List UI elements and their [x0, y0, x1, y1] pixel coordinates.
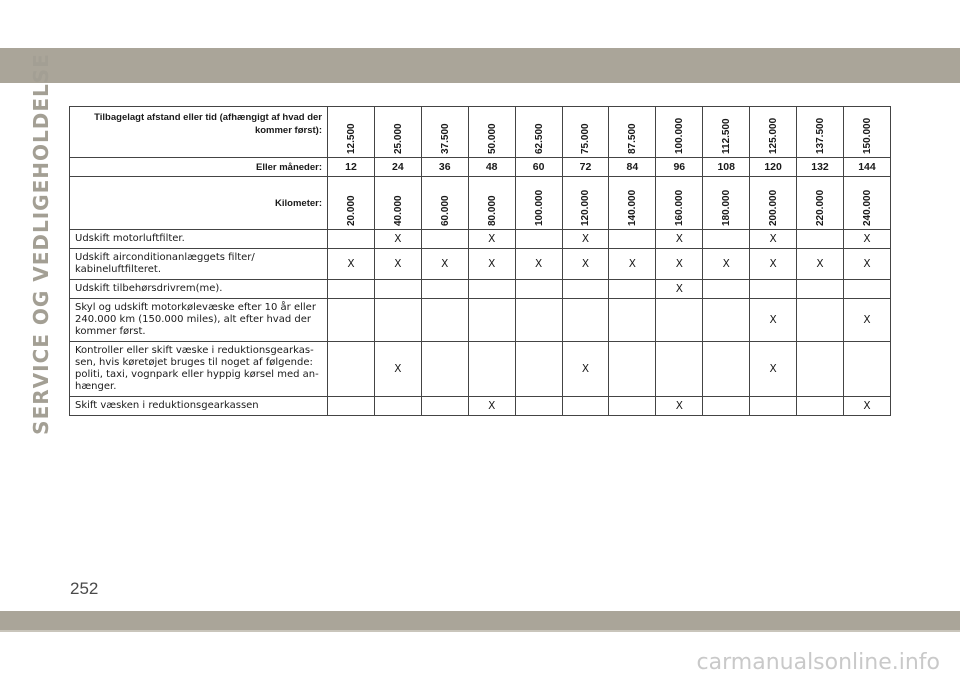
months-value: 72: [562, 158, 609, 177]
schedule-mark: [703, 230, 750, 249]
schedule-mark: [328, 230, 375, 249]
schedule-mark: [609, 299, 656, 342]
page-number: 252: [70, 579, 99, 598]
bottom-band: [0, 611, 960, 630]
distance-value: 37.500: [439, 123, 451, 154]
distance-value: 150.000: [861, 117, 873, 154]
schedule-mark: [468, 299, 515, 342]
schedule-mark: X: [843, 249, 890, 280]
top-band: [0, 48, 960, 83]
schedule-mark: [703, 397, 750, 416]
km-value-cell: [328, 177, 375, 230]
schedule-mark: [562, 397, 609, 416]
schedule-mark: X: [562, 249, 609, 280]
schedule-mark: X: [656, 397, 703, 416]
schedule-mark: [328, 280, 375, 299]
schedule-mark: [515, 230, 562, 249]
schedule-mark: X: [703, 249, 750, 280]
schedule-mark: X: [328, 249, 375, 280]
schedule-mark: [562, 299, 609, 342]
schedule-mark: X: [843, 299, 890, 342]
distance-value-cell: [703, 107, 750, 158]
schedule-mark: X: [843, 397, 890, 416]
task-description: Udskift tilbehørsdrivrem(me).: [70, 280, 328, 299]
months-value: 84: [609, 158, 656, 177]
distance-value: 50.000: [486, 123, 498, 154]
distance-value-cell: [421, 107, 468, 158]
distance-header-label: Tilbagelagt afstand eller tid (afhængigt af hvad der kommer først):: [70, 107, 328, 158]
schedule-mark: [656, 342, 703, 397]
schedule-mark: [797, 230, 844, 249]
schedule-mark: [797, 280, 844, 299]
schedule-mark: [515, 280, 562, 299]
km-value: 40.000: [392, 195, 404, 226]
side-section-title: [24, 53, 58, 435]
distance-header-row: [70, 107, 891, 158]
table-row: [70, 342, 891, 397]
schedule-mark: [656, 299, 703, 342]
schedule-mark: X: [468, 397, 515, 416]
km-value-cell: [703, 177, 750, 230]
distance-value-cell: [609, 107, 656, 158]
distance-value: 62.500: [533, 123, 545, 154]
schedule-mark: [609, 230, 656, 249]
schedule-mark: X: [468, 249, 515, 280]
distance-value: 125.000: [768, 117, 780, 154]
distance-value: 100.000: [674, 117, 686, 154]
schedule-mark: X: [750, 249, 797, 280]
schedule-mark: [421, 397, 468, 416]
km-value-cell: [515, 177, 562, 230]
km-value: 220.000: [815, 189, 827, 226]
table-row: [70, 230, 891, 249]
months-value: 36: [421, 158, 468, 177]
schedule-mark: X: [374, 342, 421, 397]
km-value: 120.000: [580, 189, 592, 226]
schedule-mark: [797, 397, 844, 416]
months-value: 12: [328, 158, 375, 177]
schedule-mark: X: [421, 249, 468, 280]
months-value: 144: [843, 158, 890, 177]
months-value: 96: [656, 158, 703, 177]
schedule-mark: X: [562, 230, 609, 249]
table-row: [70, 397, 891, 416]
schedule-mark: X: [843, 230, 890, 249]
km-value-cell: [421, 177, 468, 230]
schedule-mark: X: [374, 230, 421, 249]
km-value-cell: [468, 177, 515, 230]
distance-value-cell: [374, 107, 421, 158]
schedule-mark: X: [797, 249, 844, 280]
schedule-mark: [421, 280, 468, 299]
schedule-mark: X: [609, 249, 656, 280]
schedule-mark: [468, 342, 515, 397]
task-description: Skyl og udskift motorkølevæske efter 10 år eller 240.000 km (150.000 miles), alt efter hvad der kommer først.: [70, 299, 328, 342]
km-value-cell: [750, 177, 797, 230]
km-value: 180.000: [721, 189, 733, 226]
km-value: 240.000: [861, 189, 873, 226]
task-description: Skift væsken i reduktionsgearkassen: [70, 397, 328, 416]
schedule-mark: X: [374, 249, 421, 280]
schedule-mark: [703, 299, 750, 342]
distance-value: 87.500: [627, 123, 639, 154]
km-value: 80.000: [486, 195, 498, 226]
distance-value: 137.500: [815, 117, 827, 154]
distance-value-cell: [468, 107, 515, 158]
schedule-mark: [328, 299, 375, 342]
schedule-mark: [609, 342, 656, 397]
km-value: 20.000: [345, 195, 357, 226]
schedule-mark: [374, 280, 421, 299]
task-description: Udskift airconditionanlæggets filter/ kabineluftfilteret.: [70, 249, 328, 280]
schedule-mark: X: [515, 249, 562, 280]
schedule-mark: X: [750, 342, 797, 397]
distance-value-cell: [562, 107, 609, 158]
months-value: 24: [374, 158, 421, 177]
months-value: 60: [515, 158, 562, 177]
schedule-mark: [328, 342, 375, 397]
maintenance-schedule-table: [69, 106, 891, 416]
bottom-rule: [0, 630, 960, 632]
schedule-mark: X: [656, 280, 703, 299]
months-value: 108: [703, 158, 750, 177]
months-header-row: [70, 158, 891, 177]
schedule-mark: [750, 280, 797, 299]
schedule-mark: X: [656, 230, 703, 249]
distance-value: 112.500: [721, 118, 733, 154]
km-value-cell: [797, 177, 844, 230]
schedule-mark: [797, 299, 844, 342]
schedule-mark: [750, 397, 797, 416]
schedule-mark: [609, 280, 656, 299]
distance-value-cell: [656, 107, 703, 158]
distance-value-cell: [750, 107, 797, 158]
km-header-row: [70, 177, 891, 230]
task-description: Kontroller eller skift væske i reduktionsgearkas-sen, hvis køretøjet bruges til noget af følgende: politi, taxi, vognpark eller hyppig kørsel med an-hænger.: [70, 342, 328, 397]
distance-value-cell: [328, 107, 375, 158]
distance-value: 25.000: [392, 123, 404, 154]
schedule-mark: [703, 342, 750, 397]
table-row: [70, 249, 891, 280]
schedule-mark: [843, 280, 890, 299]
km-value-cell: [374, 177, 421, 230]
distance-value-cell: [515, 107, 562, 158]
km-value: 200.000: [768, 189, 780, 226]
table-row: [70, 299, 891, 342]
km-value: 60.000: [439, 195, 451, 226]
km-header-label: Kilometer:: [70, 177, 328, 230]
months-value: 120: [750, 158, 797, 177]
schedule-mark: X: [562, 342, 609, 397]
months-value: 132: [797, 158, 844, 177]
km-value-cell: [609, 177, 656, 230]
km-value-cell: [656, 177, 703, 230]
watermark-text: carmanualsonline.info: [696, 650, 940, 675]
months-value: 48: [468, 158, 515, 177]
months-header-label: Eller måneder:: [70, 158, 328, 177]
distance-value-cell: [797, 107, 844, 158]
schedule-mark: X: [750, 230, 797, 249]
distance-value-cell: [843, 107, 890, 158]
schedule-mark: [609, 397, 656, 416]
km-value-cell: [843, 177, 890, 230]
schedule-mark: [468, 280, 515, 299]
distance-value: 75.000: [580, 123, 592, 154]
table-row: [70, 280, 891, 299]
schedule-mark: [703, 280, 750, 299]
schedule-mark: [421, 230, 468, 249]
km-value: 100.000: [533, 189, 545, 226]
side-section-title-text: SERVICE OG VEDLIGEHOLDELSE: [29, 53, 54, 435]
schedule-mark: [515, 299, 562, 342]
task-description: Udskift motorluftfilter.: [70, 230, 328, 249]
schedule-mark: [328, 397, 375, 416]
schedule-mark: X: [656, 249, 703, 280]
schedule-mark: [421, 342, 468, 397]
schedule-mark: [374, 299, 421, 342]
schedule-mark: X: [468, 230, 515, 249]
schedule-mark: [562, 280, 609, 299]
schedule-mark: [797, 342, 844, 397]
km-value-cell: [562, 177, 609, 230]
km-value: 140.000: [627, 189, 639, 226]
schedule-mark: X: [750, 299, 797, 342]
km-value: 160.000: [674, 189, 686, 226]
schedule-mark: [374, 397, 421, 416]
schedule-mark: [421, 299, 468, 342]
schedule-mark: [515, 397, 562, 416]
distance-value: 12.500: [345, 123, 357, 154]
schedule-mark: [843, 342, 890, 397]
schedule-mark: [515, 342, 562, 397]
